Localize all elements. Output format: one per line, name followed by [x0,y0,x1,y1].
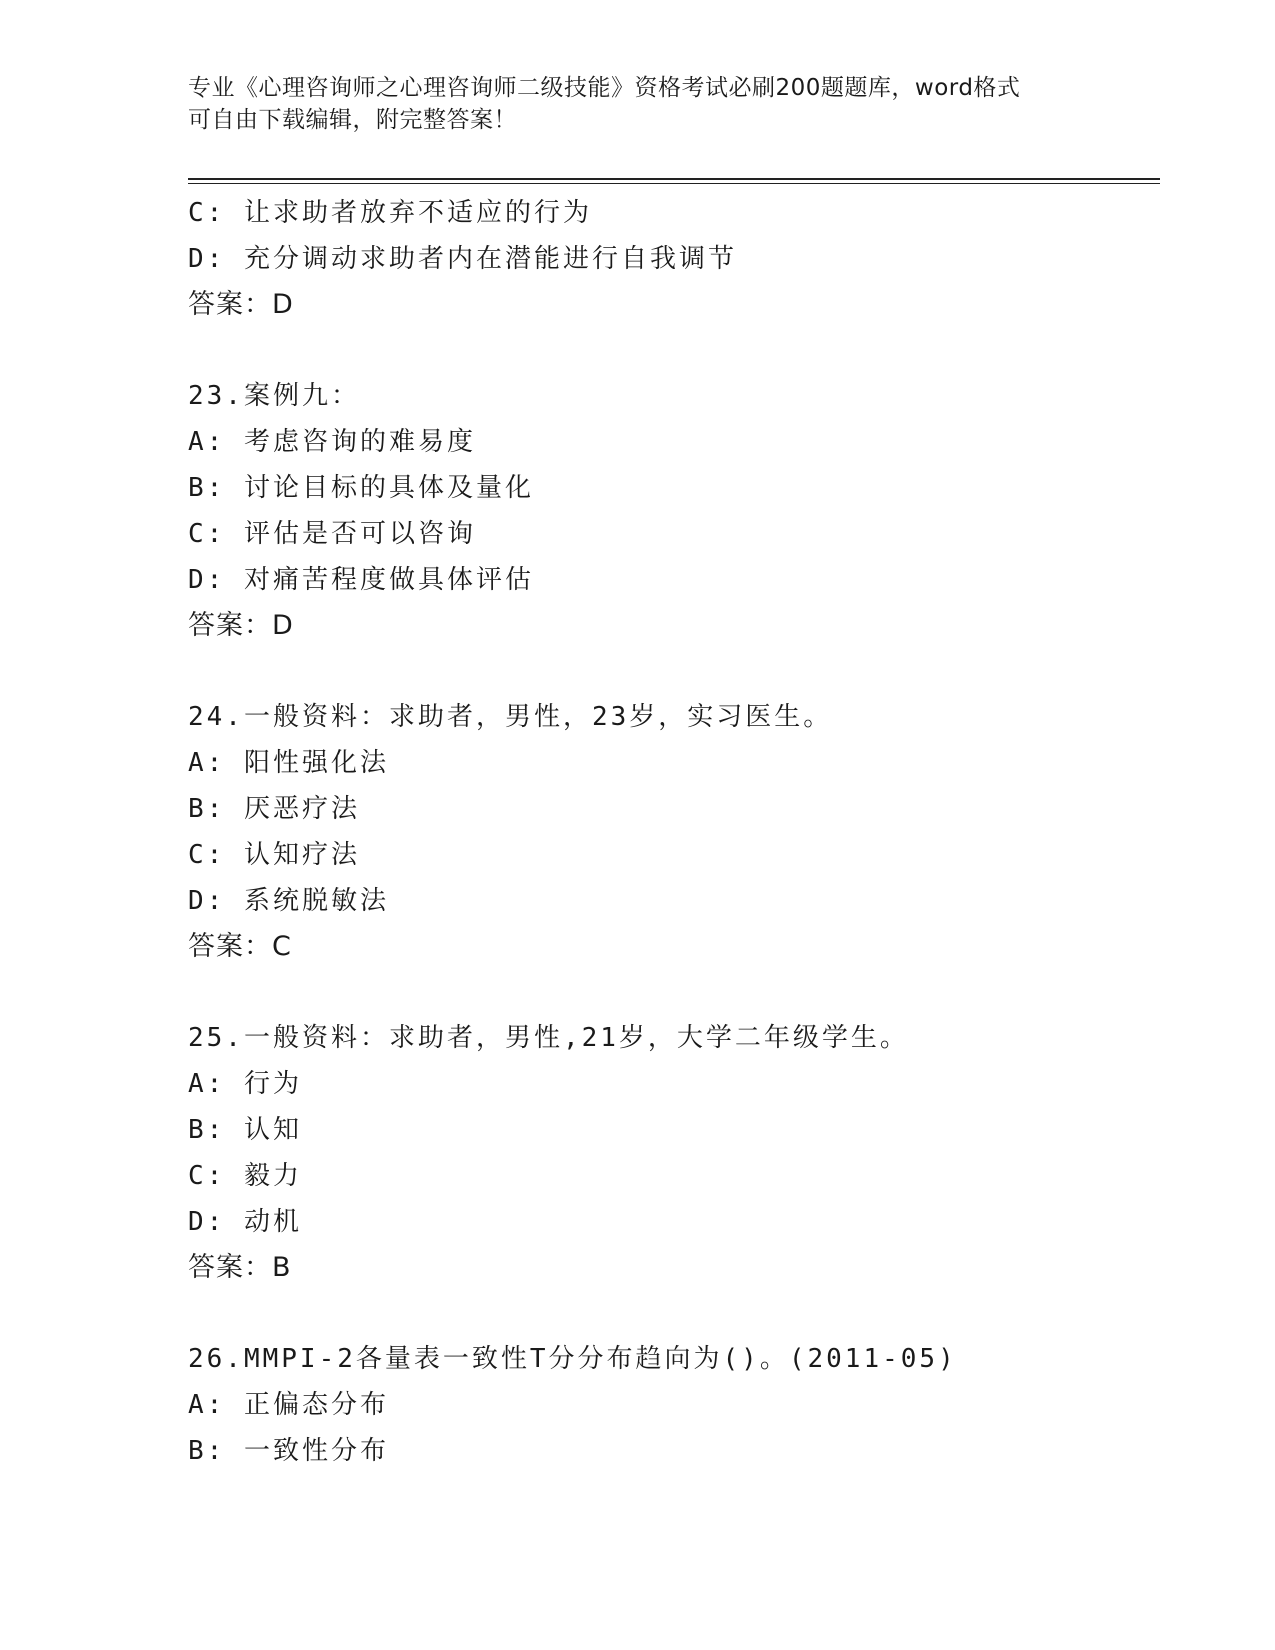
option-a: A: 正偏态分布 [188,1390,389,1420]
option-c: C: 让求助者放弃不适应的行为 [188,198,592,228]
question-carryover [188,190,1148,328]
header-divider-thick [188,178,1160,180]
header-line-1: 专业《心理咨询师之心理咨询师二级技能》资格考试必刷200题题库，word格式 [188,75,1021,101]
option-a: A: 考虑咨询的难易度 [188,427,476,457]
question-stem: 26.MMPI-2各量表一致性T分分布趋向为()。(2011-05) [188,1344,957,1374]
question-25 [188,1015,1148,1291]
option-d: D: 系统脱敏法 [188,886,389,916]
header-line-2: 可自由下载编辑，附完整答案！ [188,107,517,133]
question-stem: 25.一般资料：求助者，男性,21岁，大学二年级学生。 [188,1023,909,1053]
answer-line: 答案：D [188,289,294,320]
spacer [188,1291,1148,1336]
option-b: B: 一致性分布 [188,1436,389,1466]
question-24 [188,694,1148,970]
option-d: D: 动机 [188,1207,302,1237]
option-d: D: 充分调动求助者内在潜能进行自我调节 [188,244,737,274]
option-b: B: 讨论目标的具体及量化 [188,473,534,503]
option-a: A: 阳性强化法 [188,748,389,778]
option-c: C: 评估是否可以咨询 [188,519,476,549]
header-divider-thin [188,183,1160,184]
document-header [188,72,1088,136]
option-b: B: 认知 [188,1115,302,1145]
spacer [188,649,1148,694]
answer-line: 答案：C [188,931,292,962]
question-stem: 23.案例九： [188,381,360,411]
answer-line: 答案：B [188,1252,292,1283]
question-content [188,190,1148,1474]
question-stem: 24.一般资料：求助者，男性，23岁，实习医生。 [188,702,833,732]
answer-line: 答案：D [188,610,294,641]
spacer [188,970,1148,1015]
option-d: D: 对痛苦程度做具体评估 [188,565,534,595]
option-c: C: 毅力 [188,1161,302,1191]
question-26 [188,1336,1148,1474]
option-b: B: 厌恶疗法 [188,794,360,824]
option-a: A: 行为 [188,1069,302,1099]
spacer [188,328,1148,373]
option-c: C: 认知疗法 [188,840,360,870]
question-23 [188,373,1148,649]
